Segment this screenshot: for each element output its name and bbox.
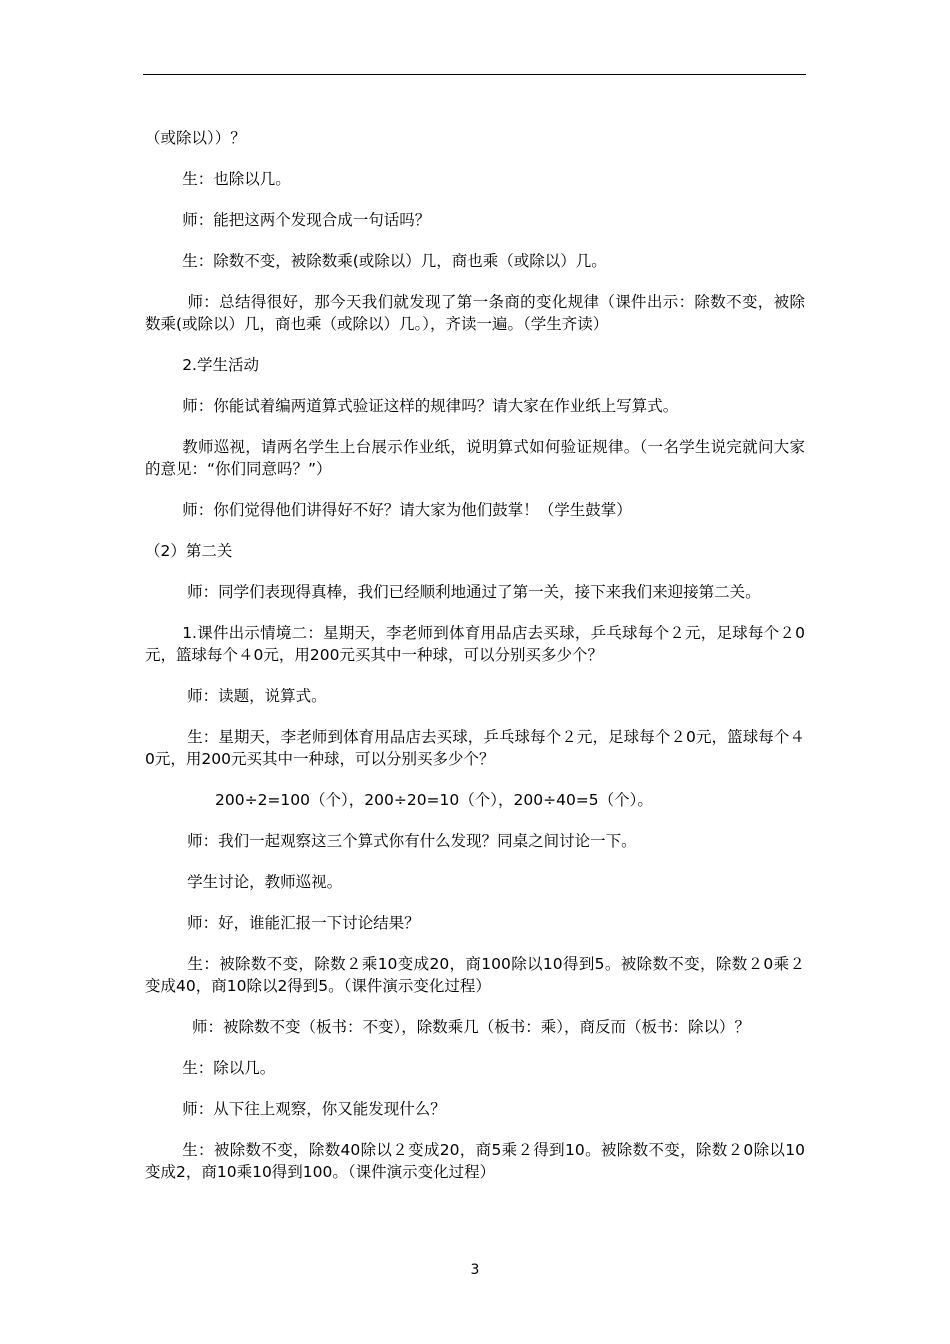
paragraph: 1.课件出示情境二：星期天，李老师到体育用品店去买球，乒乓球每个２元，足球每个２0元，篮球每个４0元，用200元买其中一种球，可以分别买多少个？ [145,624,805,664]
paragraph: 师：好，谁能汇报一下讨论结果？ [182,914,420,932]
paragraph: 教师巡视，请两名学生上台展示作业纸，说明算式如何验证规律。（一名学生说完就问大家的意见：“你们同意吗？”） [145,438,805,478]
paragraph: 生：除以几。 [182,1059,276,1077]
paragraph: 师：总结得很好，那今天我们就发现了第一条商的变化规律（课件出示：除数不变，被除数乘(或除以）几，商也乘（或除以）几。），齐读一遍。（学生齐读） [145,293,805,333]
paragraph: 师：被除数不变（板书：不变），除数乘几（板书：乘），商反而（板书：除以）？ [182,1018,751,1036]
paragraph: 学生讨论，教师巡视。 [182,873,343,891]
paragraph: 生：被除数不变，除数40除以２变成20，商5乘２得到10。被除数不变，除数２0除以10变成2，商10乘10得到100。（课件演示变化过程） [145,1141,805,1181]
paragraph: （或除以））？ [145,129,246,147]
section-heading: （2）第二关 [145,542,233,560]
paragraph: 生：除数不变，被除数乘(或除以）几，商也乘（或除以）几。 [182,252,607,270]
paragraph: 师：能把这两个发现合成一句话吗？ [182,211,431,229]
header-rule [143,74,806,75]
page-number: 3 [470,1262,480,1278]
paragraph: 师：同学们表现得真棒，我们已经顺利地通过了第一关，接下来我们来迎接第二关。 [182,583,761,601]
paragraph: 生：被除数不变，除数２乘10变成20，商100除以10得到5。被除数不变，除数２0乘２变成40，商10除以2得到5。（课件演示变化过程） [145,955,805,995]
paragraph: 师：我们一起观察这三个算式你有什么发现？同桌之间讨论一下。 [182,832,637,850]
paragraph: 师：你们觉得他们讲得好不好？请大家为他们鼓掌！（学生鼓掌） [182,501,632,519]
paragraph: 师：你能试着编两道算式验证这样的规律吗？请大家在作业纸上写算式。 [182,397,679,415]
paragraph: 师：从下往上观察，你又能发现什么？ [182,1100,446,1118]
paragraph: 师：读题，说算式。 [182,687,327,705]
document-body [145,127,805,1202]
paragraph: 2.学生活动 [182,356,259,374]
formula-line: 200÷2=100（个），200÷20=10（个），200÷40=5（个）。 [215,791,653,809]
paragraph: 生：也除以几。 [182,170,291,188]
paragraph: 生：星期天，李老师到体育用品店去买球，乒乓球每个２元，足球每个２0元，篮球每个４0元，用200元买其中一种球，可以分别买多少个？ [145,728,805,768]
